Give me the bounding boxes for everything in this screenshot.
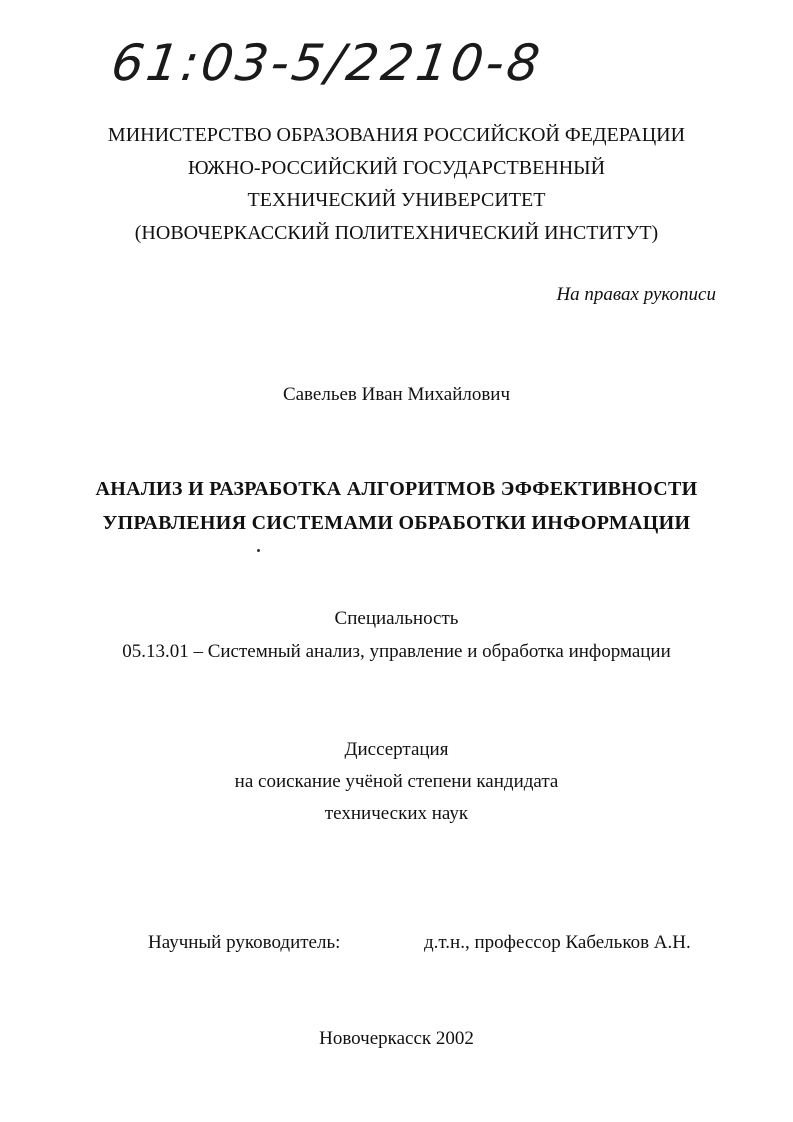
ministry-line-3: ТЕХНИЧЕСКИЙ УНИВЕРСИТЕТ [247, 189, 546, 211]
city-year: Новочеркасск 2002 [319, 1028, 474, 1049]
field-line: технических наук [324, 803, 469, 824]
author-name: Савельев Иван Михайлович [282, 384, 511, 405]
manuscript-rights-note: На правах рукописи [556, 284, 716, 305]
degree-line: на соискание учёной степени кандидата [234, 771, 559, 792]
dissertation-label: Диссертация [344, 739, 449, 760]
handwritten-catalog-number: 61:03-5/2210-8 [107, 34, 546, 92]
ministry-line-1: МИНИСТЕРСТВО ОБРАЗОВАНИЯ РОССИЙСКОЙ ФЕДЕРАЦИИ [107, 124, 686, 146]
specialty-value: 05.13.01 – Системный анализ, управление и обработка информации [122, 641, 671, 662]
supervisor-name: д.т.н., профессор Кабельков А.Н. [424, 932, 691, 953]
specialty-label: Специальность [334, 608, 459, 629]
scan-speck [257, 549, 260, 552]
thesis-title-line-1: АНАЛИЗ И РАЗРАБОТКА АЛГОРИТМОВ ЭФФЕКТИВНОСТИ [95, 478, 698, 500]
thesis-title-line-2: УПРАВЛЕНИЯ СИСТЕМАМИ ОБРАБОТКИ ИНФОРМАЦИИ [102, 512, 691, 534]
supervisor-label: Научный руководитель: [148, 932, 341, 953]
ministry-line-2: ЮЖНО-РОССИЙСКИЙ ГОСУДАРСТВЕННЫЙ [187, 157, 606, 179]
ministry-line-4: (НОВОЧЕРКАССКИЙ ПОЛИТЕХНИЧЕСКИЙ ИНСТИТУТ) [134, 222, 659, 244]
